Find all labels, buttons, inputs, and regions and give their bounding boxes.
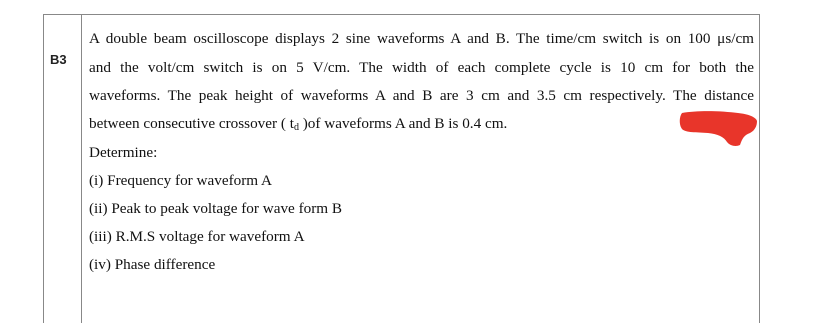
table-right-border	[759, 14, 760, 323]
crossover-prefix: between consecutive crossover ( t	[89, 115, 294, 132]
part-iv: (iv) Phase difference	[89, 256, 216, 273]
question-line-2: and the volt/cm switch is on 5 V/cm. The width of each complete cycle is 10 cm for both the	[89, 59, 754, 76]
part-i: (i) Frequency for waveform A	[89, 172, 273, 189]
question-number: B3	[50, 52, 67, 67]
redaction-mark	[678, 109, 758, 147]
question-line-4	[89, 115, 507, 137]
part-ii: (ii) Peak to peak voltage for wave form B	[89, 200, 343, 217]
question-line-1: A double beam oscilloscope displays 2 sine waveforms A and B. The time/cm switch is on 100 μs/cm	[89, 30, 754, 47]
crossover-subscript: d	[293, 122, 299, 133]
part-iii: (iii) R.M.S voltage for waveform A	[89, 228, 305, 245]
determine-label: Determine:	[89, 144, 158, 161]
question-line-3: waveforms. The peak height of waveforms A and B are 3 cm and 3.5 cm respectively. The distance	[89, 87, 754, 104]
crossover-suffix: )of waveforms A and B is 0.4 cm.	[298, 115, 508, 132]
column-divider	[81, 14, 82, 323]
